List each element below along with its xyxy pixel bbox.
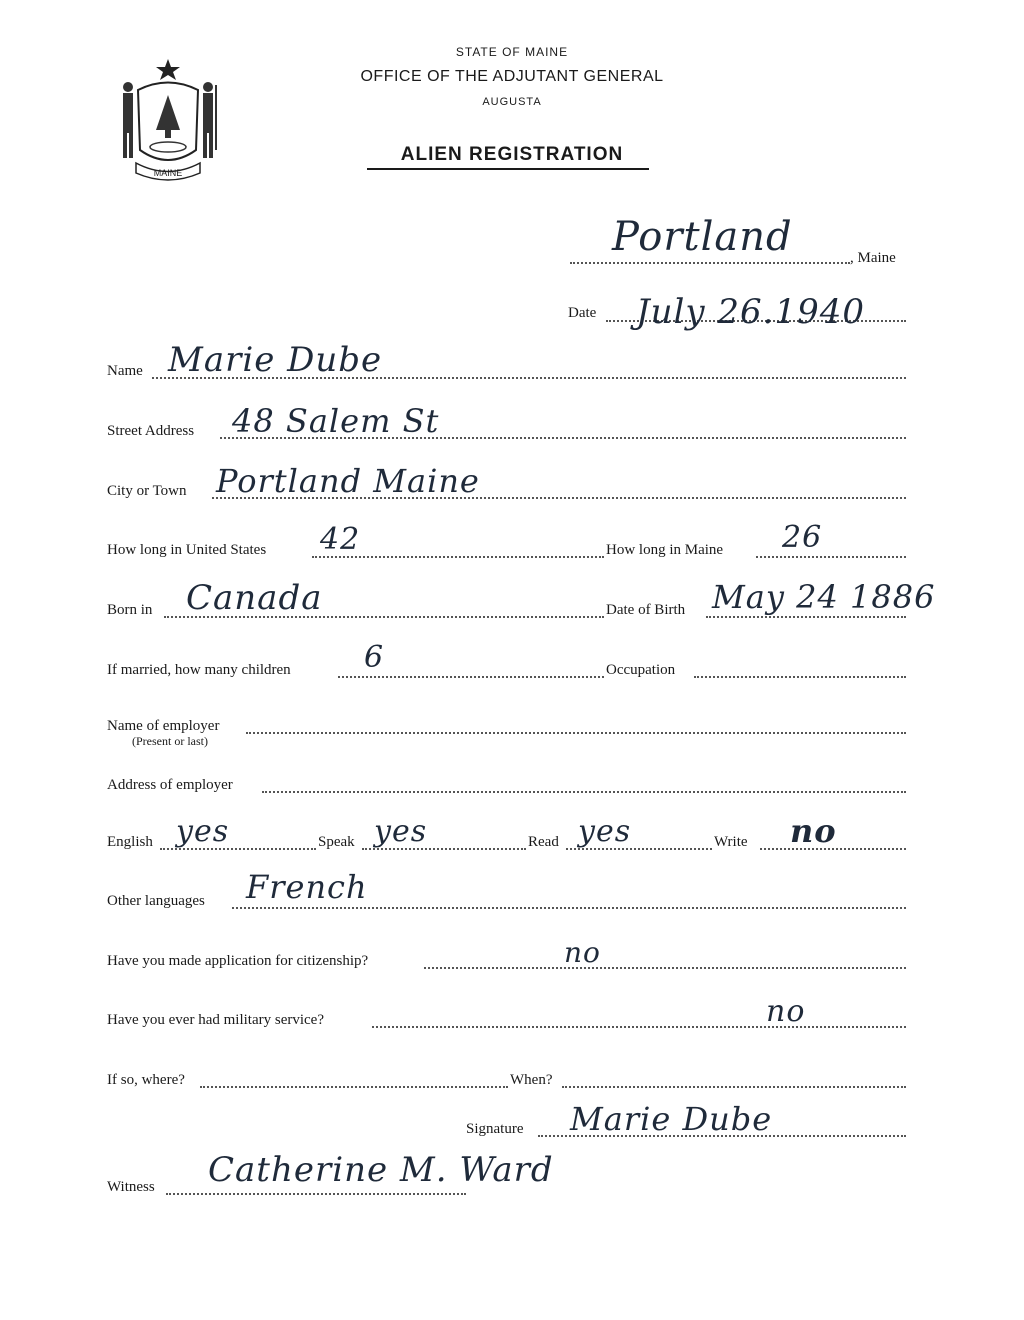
military-label: Have you ever had military service? [107,1012,324,1028]
header-office: OFFICE OF THE ADJUTANT GENERAL [360,68,664,85]
speak-value: yes [374,814,428,849]
signature-value: Marie Dube [570,1100,773,1138]
name-value: Marie Dube [168,340,383,380]
write-value: no [790,812,837,850]
occupation-line [694,676,906,678]
speak-label: Speak [318,834,355,850]
date-label: Date [568,305,597,321]
military-line [372,1026,906,1028]
place-line [570,262,850,264]
street-value: 48 Salem St [232,402,440,440]
dob-line [706,616,906,618]
english-value: yes [176,814,230,849]
where-line [200,1086,508,1088]
state-seal-icon [108,55,228,185]
when-label: When? [510,1072,553,1088]
city-label: City or Town [107,483,187,499]
dob-value: May 24 1886 [712,578,936,616]
name-label: Name [107,363,143,379]
seal-banner-text: MAINE [153,168,183,178]
employer-sublabel: (Present or last) [132,734,208,748]
header-state: STATE OF MAINE [455,45,569,59]
header-city: AUGUSTA [482,96,542,108]
citizenship-line [424,967,906,969]
maine-label: , Maine [850,250,896,266]
born-in-value: Canada [186,578,323,618]
how-long-us-label: How long in United States [107,542,267,558]
employer-line [246,732,906,734]
english-label: English [107,834,153,850]
signature-label: Signature [466,1121,524,1137]
other-languages-line [232,907,906,909]
other-languages-value: French [246,868,368,906]
children-line [338,676,604,678]
citizenship-value: no [564,936,601,969]
read-value: yes [578,814,632,849]
employer-label: Name of employer [107,718,220,734]
dob-label: Date of Birth [606,602,686,618]
write-label: Write [714,834,748,850]
title-underline [367,168,649,170]
place-value: Portland [612,214,793,260]
witness-label: Witness [107,1179,155,1195]
other-languages-label: Other languages [107,893,205,909]
date-value: July 26.1940 [636,292,866,332]
children-value: 6 [364,640,385,675]
how-long-maine-label: How long in Maine [606,542,724,558]
how-long-maine-line [756,556,906,558]
witness-line [166,1193,466,1195]
children-label: If married, how many children [107,662,291,678]
where-label: If so, where? [107,1072,185,1088]
when-line [562,1086,906,1088]
employer-address-label: Address of employer [107,777,233,793]
city-value: Portland Maine [216,462,480,500]
read-label: Read [528,834,559,850]
street-label: Street Address [107,423,195,439]
citizenship-label: Have you made application for citizenship? [107,953,369,969]
how-long-maine-value: 26 [782,520,823,555]
witness-value: Catherine M. Ward [208,1150,554,1190]
employer-address-line [262,791,906,793]
military-value: no [766,994,806,1029]
occupation-label: Occupation [606,662,676,678]
how-long-us-value: 42 [320,522,361,557]
born-in-label: Born in [107,602,153,618]
form-title: ALIEN REGISTRATION [400,144,624,165]
